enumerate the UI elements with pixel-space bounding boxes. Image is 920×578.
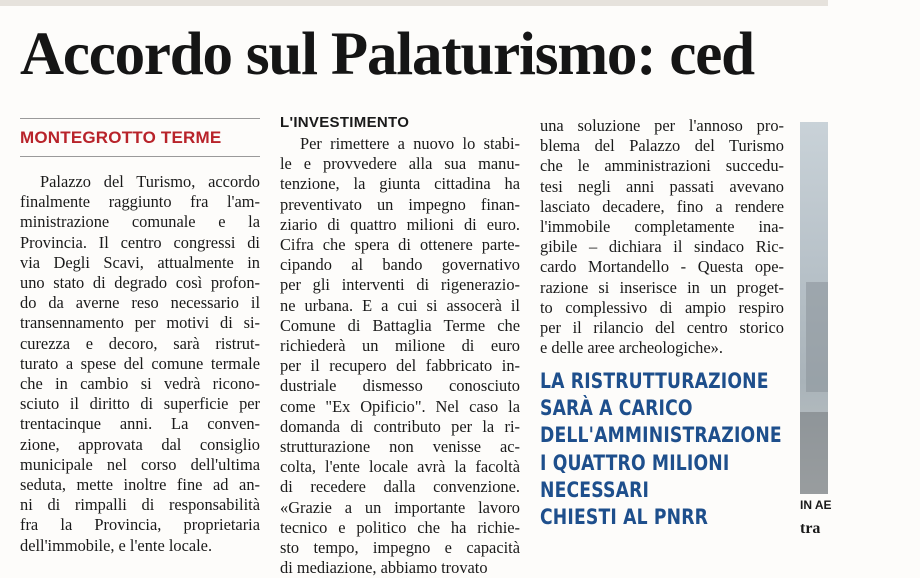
text-line: ministrazione comunale e la [20, 212, 260, 232]
text-line: ni di rimpalli di responsabilità [20, 495, 260, 515]
text-line: Cifra che spera di ottenere parte- [280, 235, 520, 255]
text-line: preventivato un impegno finan- [280, 194, 520, 214]
text-line: tenzione, la giunta cittadina ha [280, 174, 520, 194]
pull-quote-line: CHIESTI AL PNRR [540, 505, 709, 530]
text-line: finalmente raggiunto fra l'am- [20, 192, 260, 212]
text-line: di recedere dalla convenzione. [280, 477, 520, 497]
text-line: fra la Provincia, proprietaria [20, 515, 260, 535]
text-line: zione, approvata dal consiglio [20, 434, 260, 454]
col3-text [540, 116, 784, 358]
text-line: Provincia. Il centro congressi di [20, 232, 260, 252]
text-line: tecnico e politico che ha richie- [280, 517, 520, 537]
text-line: cardo Mortandello - Questa ope- [540, 257, 784, 277]
pull-quote-line: LA RISTRUTTURAZIONE [540, 369, 769, 393]
text-line: colta, l'ente locale avrà la facoltà [280, 457, 520, 477]
text-line: che le amministrazioni succedu- [540, 156, 784, 176]
text-line: Per rimettere a nuovo lo stabi- [300, 134, 520, 153]
text-line: municipale nel corso dell'ultima [20, 454, 260, 474]
text-line: seduta, mette inoltre fine ad an- [20, 475, 260, 495]
text-line: come "Ex Opificio". Nel caso la [280, 396, 520, 416]
text-line: le e provvedere alla sua manu- [280, 154, 520, 174]
col1-text [20, 172, 260, 556]
text-line: Comune di Battaglia Terme che [280, 315, 520, 335]
section-rule-bottom [20, 156, 260, 157]
text-line: turato a spese del comune termale [20, 353, 260, 373]
photo [800, 122, 828, 494]
text-line: sciuto il diritto di superficie per [20, 394, 260, 414]
text-line: di mediazione, abbiamo trovato [280, 558, 488, 578]
text-line: ziario di quattro milioni di euro. [280, 214, 520, 234]
text-line: l'immobile completamente ina- [540, 217, 784, 237]
kicker: L'INVESTIMENTO [280, 114, 410, 131]
text-line: cipando al bando governativo [280, 255, 520, 275]
text-line: transennamento per motivi di si- [20, 313, 260, 333]
pull-quote-line: SARÀ A CARICO [540, 396, 693, 421]
section-label: MONTEGROTTO TERME [20, 128, 222, 147]
headline: Accordo sul Palaturismo: ced [20, 21, 754, 88]
col2-text [280, 134, 520, 578]
text-line: ne urbana. E a cui si assocerà il [280, 295, 520, 315]
pull-quote-line: DELL'AMMINISTRAZIONE [540, 423, 782, 448]
text-line: e delle aree archeologiche». [540, 338, 723, 358]
text-line: razione si inserisce in un proget- [540, 277, 784, 297]
text-line: via Degli Scavi, attualmente in [20, 252, 260, 272]
text-line: gibile – dichiara il sindaco Ric- [540, 237, 784, 257]
text-line: do da averne reso necessario il [20, 293, 260, 313]
text-line: blema del Palazzo del Turismo [540, 136, 784, 156]
text-line: per il rilancio del centro storico [540, 318, 784, 338]
top-border [0, 0, 828, 6]
pull-quote-line: I QUATTRO MILIONI [540, 450, 730, 475]
text-line: che in cambio si vedrà ricono- [20, 374, 260, 394]
text-line: curezza e decoro, sarà ristrut- [20, 333, 260, 353]
text-line: richiederà un milione di euro [280, 336, 520, 356]
photo-detail [806, 282, 828, 392]
text-line: Palazzo del Turismo, accordo [40, 172, 260, 191]
section-rule-top [20, 118, 260, 119]
pull-quote [540, 368, 782, 531]
photo-caption: IN AE [800, 498, 832, 512]
photo-detail [800, 412, 828, 494]
text-line: lasciato decadere, fino a rendere [540, 196, 784, 216]
text-line: to complessivo di ampio respiro [540, 297, 784, 317]
text-line: trentacinque anni. La conven- [20, 414, 260, 434]
text-line: dustriale dismesso conosciuto [280, 376, 520, 396]
text-line: per gli interventi di rigenerazio- [280, 275, 520, 295]
text-line: per il recupero del fabbricato in- [280, 356, 520, 376]
text-line: tesi negli anni passati avevano [540, 176, 784, 196]
text-line: dell'immobile, e l'ente locale. [20, 535, 213, 555]
text-line: domanda di contributo per la ri- [280, 416, 520, 436]
text-line: uno stato di degrado così profon- [20, 273, 260, 293]
pull-quote-line: NECESSARI [540, 477, 650, 502]
text-line: strutturazione non venisse ac- [280, 437, 520, 457]
photo-caption-text: tra [800, 520, 821, 537]
text-line: una soluzione per l'annoso pro- [540, 116, 784, 135]
text-line: «Grazie a un importante lavoro [280, 497, 520, 517]
text-line: sto tempo, impegno e capacità [280, 538, 520, 558]
